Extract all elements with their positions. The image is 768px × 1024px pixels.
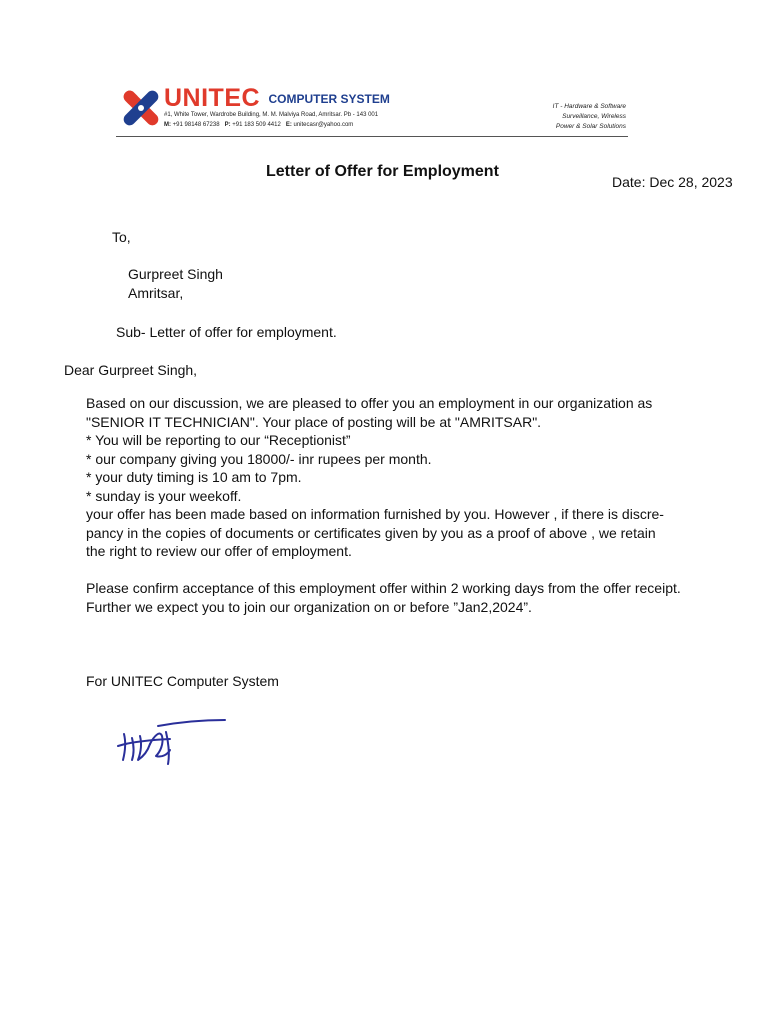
mobile-label: M: — [164, 122, 171, 128]
phone-number: +91 183 509 4412 — [232, 122, 281, 128]
body-line: * your duty timing is 10 am to 7pm. — [86, 469, 302, 485]
company-address: #1, White Tower, Wardrobe Building, M. M. Malviya Road, Amritsar. Pb - 143 001 — [164, 112, 379, 118]
recipient-name: Gurpreet Singh — [128, 266, 223, 282]
closing-line: Please confirm acceptance of this employment offer within 2 working days from the offer receipt. — [86, 580, 681, 596]
body-line: Based on our discussion, we are pleased to offer you an employment in our organization as — [86, 395, 653, 411]
body-line: * sunday is your weekoff. — [86, 487, 242, 504]
letter-subject: Sub- Letter of offer for employment. — [116, 324, 337, 340]
letter-closing — [86, 579, 681, 616]
company-contact — [164, 122, 353, 128]
body-line: * You will be reporting to our “Receptionist” — [86, 432, 351, 448]
brand-name: UNITEC — [164, 84, 261, 112]
service-line: Surveillance, Wireless — [562, 113, 626, 120]
unitec-logo-icon — [120, 86, 162, 130]
brand — [164, 84, 390, 113]
closing-line: Further we expect you to join our organization on or before ”Jan2,2024”. — [86, 598, 532, 615]
recipient-to: To, — [112, 229, 131, 245]
letter-title: Letter of Offer for Employment — [266, 163, 499, 180]
letterhead — [116, 84, 628, 138]
recipient-city: Amritsar, — [128, 285, 184, 301]
body-line: "SENIOR IT TECHNICIAN". Your place of posting will be at "AMRITSAR". — [86, 413, 542, 430]
service-line: Power & Solar Solutions — [555, 123, 626, 130]
body-line: the right to review our offer of employment. — [86, 543, 352, 559]
company-services — [553, 102, 626, 132]
service-line: IT - Hardware & Software — [552, 103, 626, 110]
body-line: pancy in the copies of documents or certificates given by you as a proof of above , we retain — [86, 524, 656, 541]
body-line: your offer has been made based on information furnished by you. However , if there is discre- — [86, 506, 664, 522]
letterhead-divider — [116, 136, 628, 137]
phone-label: P: — [224, 122, 231, 128]
email-address: unitecasr@yahoo.com — [293, 122, 354, 128]
brand-subtitle: COMPUTER SYSTEM — [268, 92, 390, 106]
mobile-number: +91 98148 67238 — [172, 122, 220, 128]
body-line: * our company giving you 18000/- inr rupees per month. — [86, 450, 432, 467]
signature-icon — [110, 706, 230, 772]
letter-date: Date: Dec 28, 2023 — [612, 174, 733, 190]
salutation: Dear Gurpreet Singh, — [64, 362, 198, 378]
signoff: For UNITEC Computer System — [86, 673, 279, 689]
letter-body — [86, 394, 664, 561]
email-label: E: — [285, 122, 292, 128]
